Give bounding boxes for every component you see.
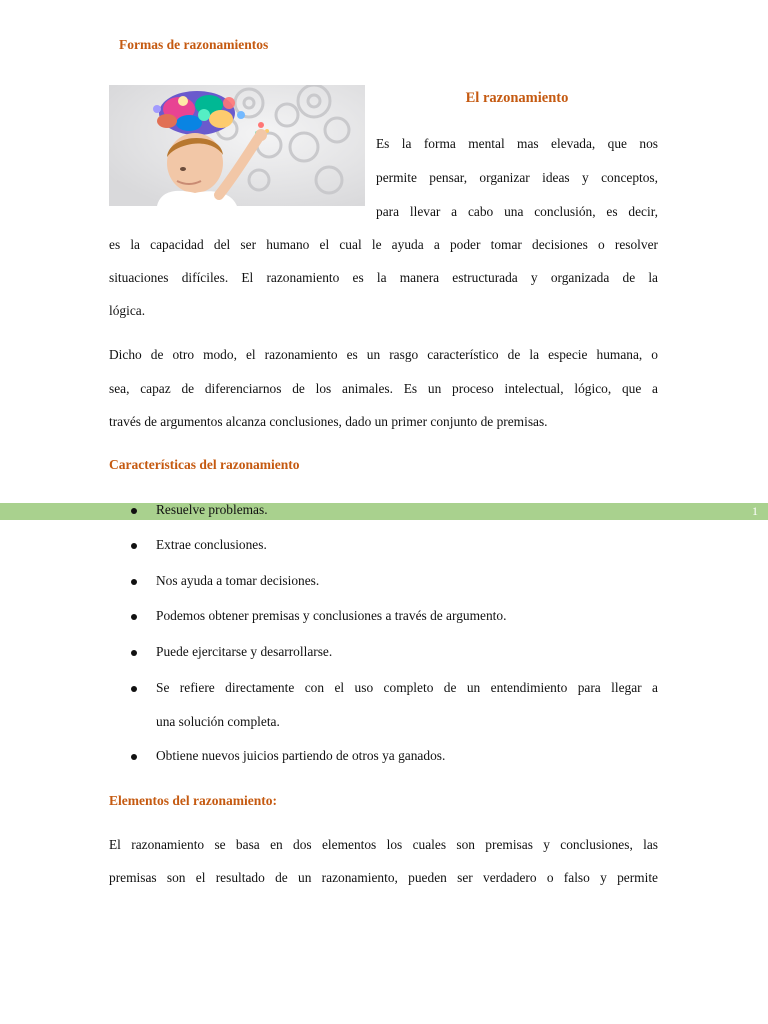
paragraph2-line-3: través de argumentos alcanza conclusiones, dado un primer conjunto de premisas. bbox=[109, 414, 548, 429]
list-item: Resuelve problemas. bbox=[156, 502, 268, 517]
bullet-icon bbox=[131, 508, 137, 514]
list-item: Extrae conclusiones. bbox=[156, 537, 267, 552]
bullet-icon bbox=[131, 650, 137, 656]
bullet-icon bbox=[131, 614, 137, 620]
list-item-continuation: una solución completa. bbox=[156, 714, 280, 729]
list-item: Nos ayuda a tomar decisiones. bbox=[156, 573, 320, 588]
illustration-svg bbox=[109, 85, 365, 206]
characteristics-heading: Características del razonamiento bbox=[109, 457, 300, 472]
list-item: Puede ejercitarse y desarrollarse. bbox=[156, 644, 333, 659]
paragraph2-line-1: Dicho de otro modo, el razonamiento es un rasgo característico de la especie humana, o bbox=[109, 347, 658, 362]
elements-line-2: premisas son el resultado de un razonamiento, pueden ser verdadero o falso y permite bbox=[109, 870, 658, 885]
intro-full-line-2: situaciones difíciles. El razonamiento es la manera estructurada y organizada de la bbox=[109, 270, 658, 285]
list-item: Se refiere directamente con el uso completo de un entendimiento para llegar a bbox=[156, 680, 658, 695]
list-item: Obtiene nuevos juicios partiendo de otros ya ganados. bbox=[156, 748, 446, 763]
section-title: El razonamiento bbox=[465, 90, 569, 106]
intro-line-2: permite pensar, organizar ideas y conceptos, bbox=[376, 170, 658, 185]
child-brain-gears-image bbox=[109, 85, 365, 206]
bullet-icon bbox=[131, 579, 137, 585]
page-footer-band bbox=[0, 503, 768, 520]
paragraph2-line-2: sea, capaz de diferenciarnos de los animales. Es un proceso intelectual, lógico, que a bbox=[109, 381, 658, 396]
intro-full-line-1: es la capacidad del ser humano el cual le ayuda a poder tomar decisiones o resolver bbox=[109, 237, 658, 252]
intro-full-line-3: lógica. bbox=[109, 303, 146, 318]
intro-line-1: Es la forma mental mas elevada, que nos bbox=[376, 136, 658, 151]
bullet-icon bbox=[131, 543, 137, 549]
page-number: 1 bbox=[752, 504, 758, 518]
document-title: Formas de razonamientos bbox=[119, 37, 269, 52]
elements-line-1: El razonamiento se basa en dos elementos los cuales son premisas y conclusiones, las bbox=[109, 837, 658, 852]
list-item: Podemos obtener premisas y conclusiones a través de argumento. bbox=[156, 608, 507, 623]
elements-heading: Elementos del razonamiento: bbox=[109, 793, 277, 808]
bullet-icon bbox=[131, 754, 137, 760]
intro-line-3: para llevar a cabo una conclusión, es decir, bbox=[376, 204, 658, 219]
bullet-icon bbox=[131, 686, 137, 692]
